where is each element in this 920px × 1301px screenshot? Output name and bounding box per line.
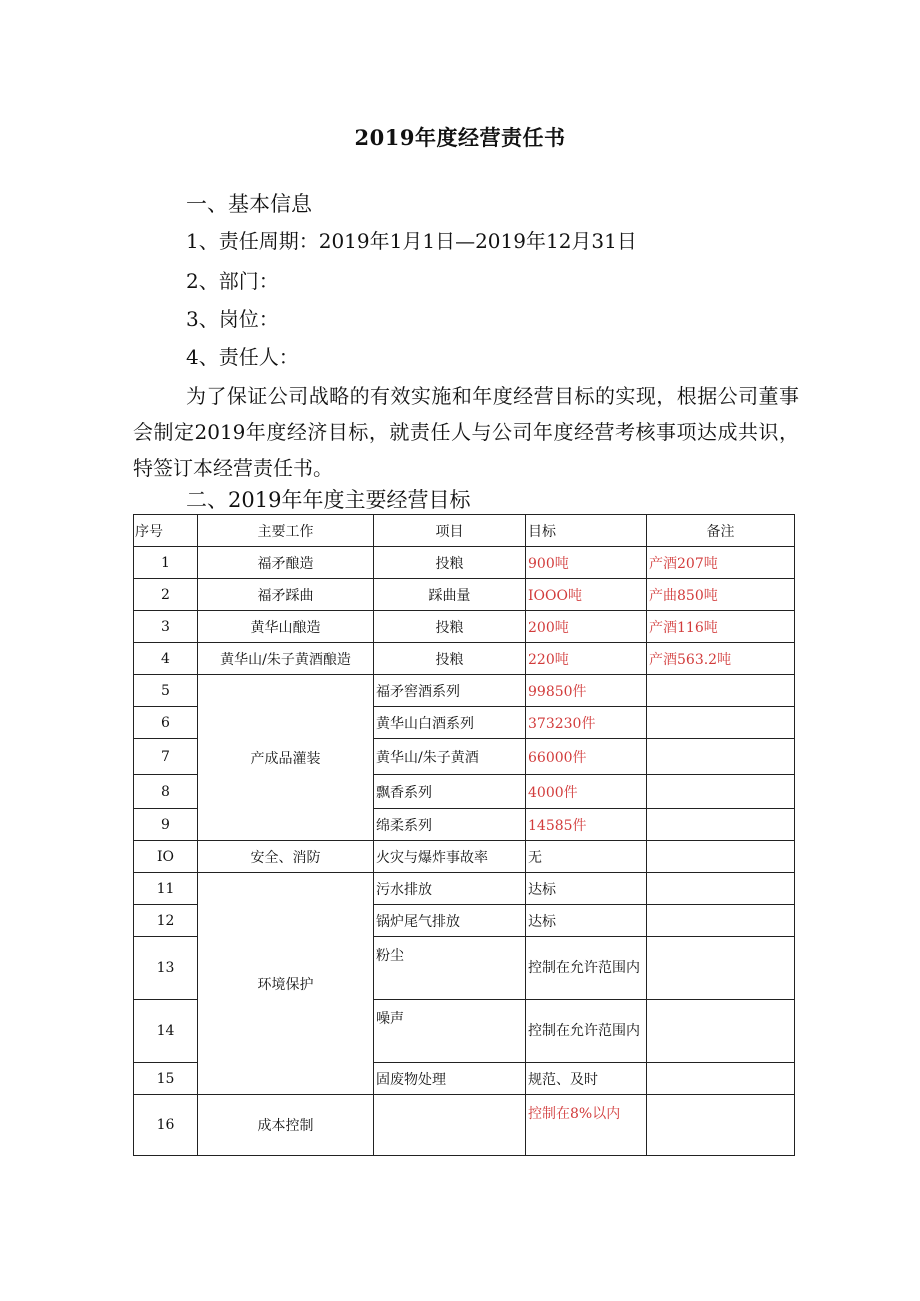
row-no: 3 [134,611,198,643]
row-target: 66000件 [526,739,647,775]
table-row [134,1095,795,1156]
row-item: 锅炉尾气排放 [374,905,526,937]
info-person: 4、责任人： [186,345,299,369]
row-note [647,937,795,1000]
row-item: 火灾与爆炸事故率 [374,841,526,873]
row-note: 产酒116吨 [647,611,795,643]
row-note [647,873,795,905]
row-target: 220吨 [526,643,647,675]
targets-table [133,514,795,1156]
row-work: 安全、消防 [198,841,374,873]
header-note: 备注 [647,515,795,547]
table-row [134,643,795,675]
row-target: 控制在允许范围内 [526,937,647,1000]
row-item: 投粮 [374,643,526,675]
row-target: 达标 [526,873,647,905]
row-note: 产酒563.2吨 [647,643,795,675]
row-work: 环境保护 [198,873,374,1095]
info-position: 3、岗位： [186,307,279,331]
row-note [647,1095,795,1156]
row-item: 污水排放 [374,873,526,905]
row-target: 373230件 [526,707,647,739]
row-work: 福矛酿造 [198,547,374,579]
row-no: 6 [134,707,198,739]
row-item: 黄华山/朱子黄酒 [374,739,526,775]
row-item: 固废物处理 [374,1063,526,1095]
table-row [134,841,795,873]
row-no: 4 [134,643,198,675]
table-header-row [134,515,795,547]
row-item: 粉尘 [374,937,526,1000]
row-note [647,905,795,937]
row-target: 99850件 [526,675,647,707]
row-note [647,775,795,809]
table-row [134,579,795,611]
row-note [647,739,795,775]
row-work: 黄华山酿造 [198,611,374,643]
header-item: 项目 [374,515,526,547]
row-no: 1 [134,547,198,579]
row-work: 福矛踩曲 [198,579,374,611]
row-target: 900吨 [526,547,647,579]
row-item: 绵柔系列 [374,809,526,841]
row-item: 踩曲量 [374,579,526,611]
row-note [647,841,795,873]
row-no: 7 [134,739,198,775]
row-note [647,675,795,707]
row-target: 控制在允许范围内 [526,1000,647,1063]
row-no: 16 [134,1095,198,1156]
intro-paragraph: 为了保证公司战略的有效实施和年度经营目标的实现，根据公司董事会制定2019年度经济目标，就责任人与公司年度经营考核事项达成共识，特签订本经营责任书。 [133,384,799,480]
row-item: 投粮 [374,611,526,643]
table-row [134,547,795,579]
document-title: 2019年度经营责任书 [354,125,566,150]
row-item: 噪声 [374,1000,526,1063]
row-note [647,1000,795,1063]
row-work: 黄华山/朱子黄酒酿造 [198,643,374,675]
row-no: 11 [134,873,198,905]
table-row [134,611,795,643]
row-item [374,1095,526,1156]
row-target: 14585件 [526,809,647,841]
row-note [647,1063,795,1095]
row-target: 规范、及时 [526,1063,647,1095]
header-work: 主要工作 [198,515,374,547]
table-row [134,873,795,905]
row-no: 9 [134,809,198,841]
row-item: 福矛窖酒系列 [374,675,526,707]
info-department: 2、部门： [186,269,279,293]
table-row [134,675,795,707]
info-period: 1、责任周期：2019年1月1日—2019年12月31日 [186,229,637,253]
row-no: 15 [134,1063,198,1095]
row-no: 5 [134,675,198,707]
row-item: 黄华山白酒系列 [374,707,526,739]
row-note: 产曲850吨 [647,579,795,611]
header-no: 序号 [134,515,198,547]
row-no: 13 [134,937,198,1000]
section2-heading: 二、2019年年度主要经营目标 [186,488,471,512]
row-work: 产成品灌装 [198,675,374,841]
row-target: 控制在8%以内 [526,1095,647,1156]
row-target: 达标 [526,905,647,937]
row-target: IOOO吨 [526,579,647,611]
row-no: 8 [134,775,198,809]
row-no: 2 [134,579,198,611]
row-no: 14 [134,1000,198,1063]
row-note [647,809,795,841]
row-target: 4000件 [526,775,647,809]
row-item: 投粮 [374,547,526,579]
header-target: 目标 [526,515,647,547]
row-note: 产酒207吨 [647,547,795,579]
row-no: 12 [134,905,198,937]
row-work: 成本控制 [198,1095,374,1156]
row-no: IO [134,841,198,873]
section1-heading: 一、基本信息 [186,192,312,216]
row-target: 200吨 [526,611,647,643]
row-item: 飘香系列 [374,775,526,809]
row-note [647,707,795,739]
row-target: 无 [526,841,647,873]
